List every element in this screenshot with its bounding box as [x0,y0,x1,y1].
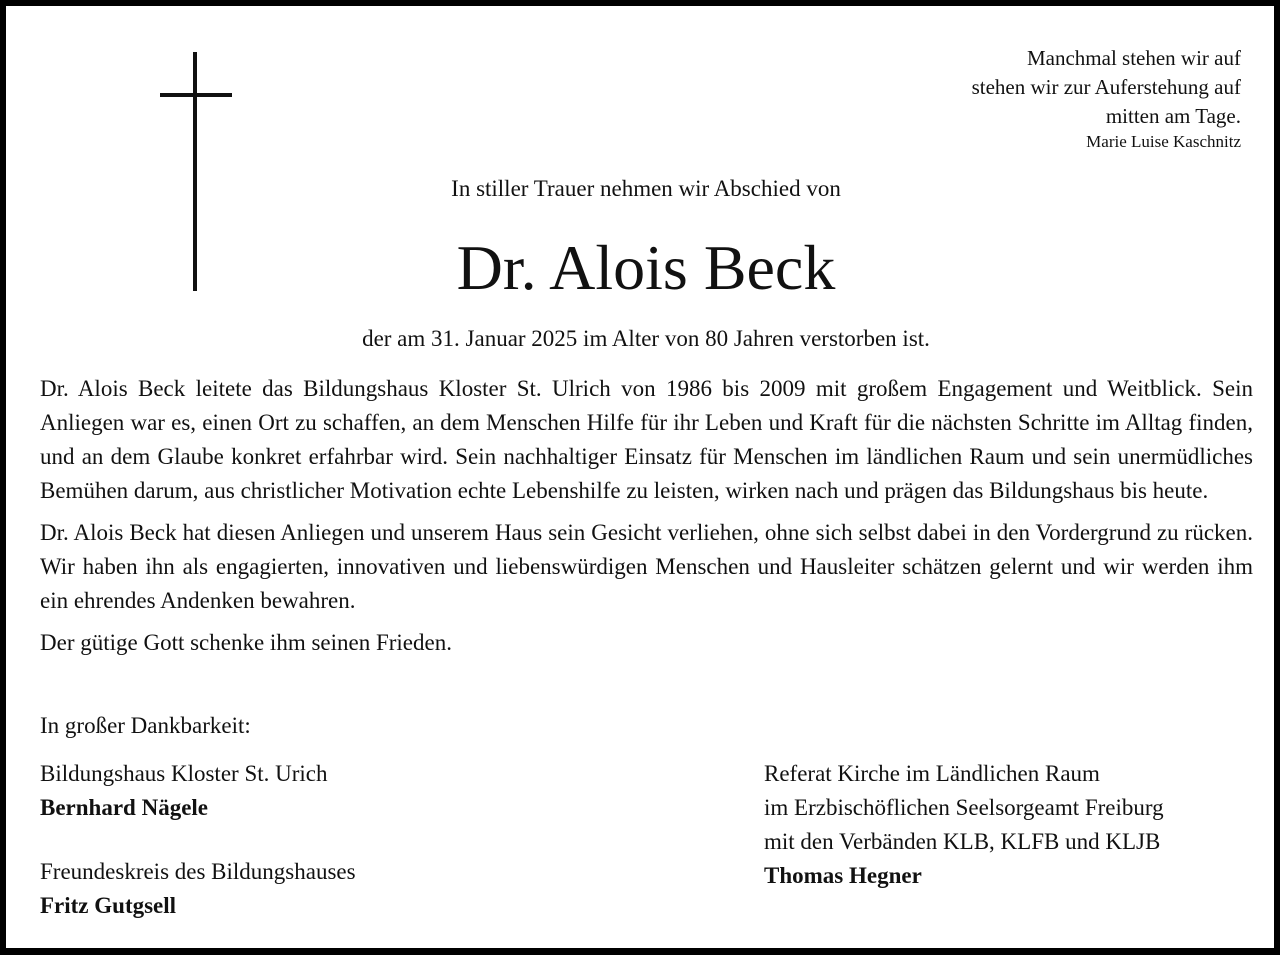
cross-icon-bar [160,93,232,97]
quote-line: Manchmal stehen wir auf [1026,46,1241,70]
epigraph-quote [972,44,1241,153]
signers-left [40,757,356,923]
thanks-line: In großer Dankbarkeit: [40,713,251,738]
signer-org-line: im Erzbischöflichen Seelsorgeamt Freiburg [764,795,1164,820]
paragraph: Dr. Alois Beck hat diesen Anliegen und unserem Haus sein Gesicht verliehen, ohne sich selbst dabei in den Vordergrund zu rücken. Wir haben ihn als engagierten, innovativen und liebenswürdigen Menschen und Hausleiter schätzen gelernt und wir werden ihm ein ehrendes Andenken bewahren. [40,520,1253,613]
signer-org-line: Referat Kirche im Ländlichen Raum [764,761,1100,786]
signer-person: Thomas Hegner [764,863,922,888]
death-line: der am 31. Januar 2025 im Alter von 80 Jahren verstorben ist. [362,326,930,351]
signer-org: Bildungshaus Kloster St. Urich [40,761,328,786]
quote-line: stehen wir zur Auferstehung auf [971,75,1241,99]
paragraph: Der gütige Gott schenke ihm seinen Frieden. [40,630,452,655]
signer-person: Bernhard Nägele [40,795,209,820]
intro-line: In stiller Trauer nehmen wir Abschied von [451,176,841,201]
quote-author: Marie Luise Kaschnitz [1086,132,1241,151]
obituary-text [40,372,1253,668]
signer-person: Fritz Gutgsell [40,893,177,918]
signers-right [764,757,1164,893]
paragraph: Dr. Alois Beck leitete das Bildungshaus Kloster St. Ulrich von 1986 bis 2009 mit großem Engagement und Weitblick. Sein Anliegen war es, einen Ort zu schaffen, an dem Menschen Hilfe für ihr Leben und Kraft für die nächsten Schritte im Alltag finden, und an dem Glaube konkret erfahrbar wird. Sein nachhaltiger Einsatz für Menschen im ländlichen Raum und sein unermüdliches Bemühen darum, aus christlicher Motivation echte Lebenshilfe zu leisten, wirken nach und prägen das Bildungshaus bis heute. [40,376,1253,503]
deceased-name: Dr. Alois Beck [456,232,836,303]
signer-org: Freundeskreis des Bildungshauses [40,859,356,884]
signer-org-line: mit den Verbänden KLB, KLFB und KLJB [764,829,1161,854]
quote-line: mitten am Tage. [1105,104,1241,128]
